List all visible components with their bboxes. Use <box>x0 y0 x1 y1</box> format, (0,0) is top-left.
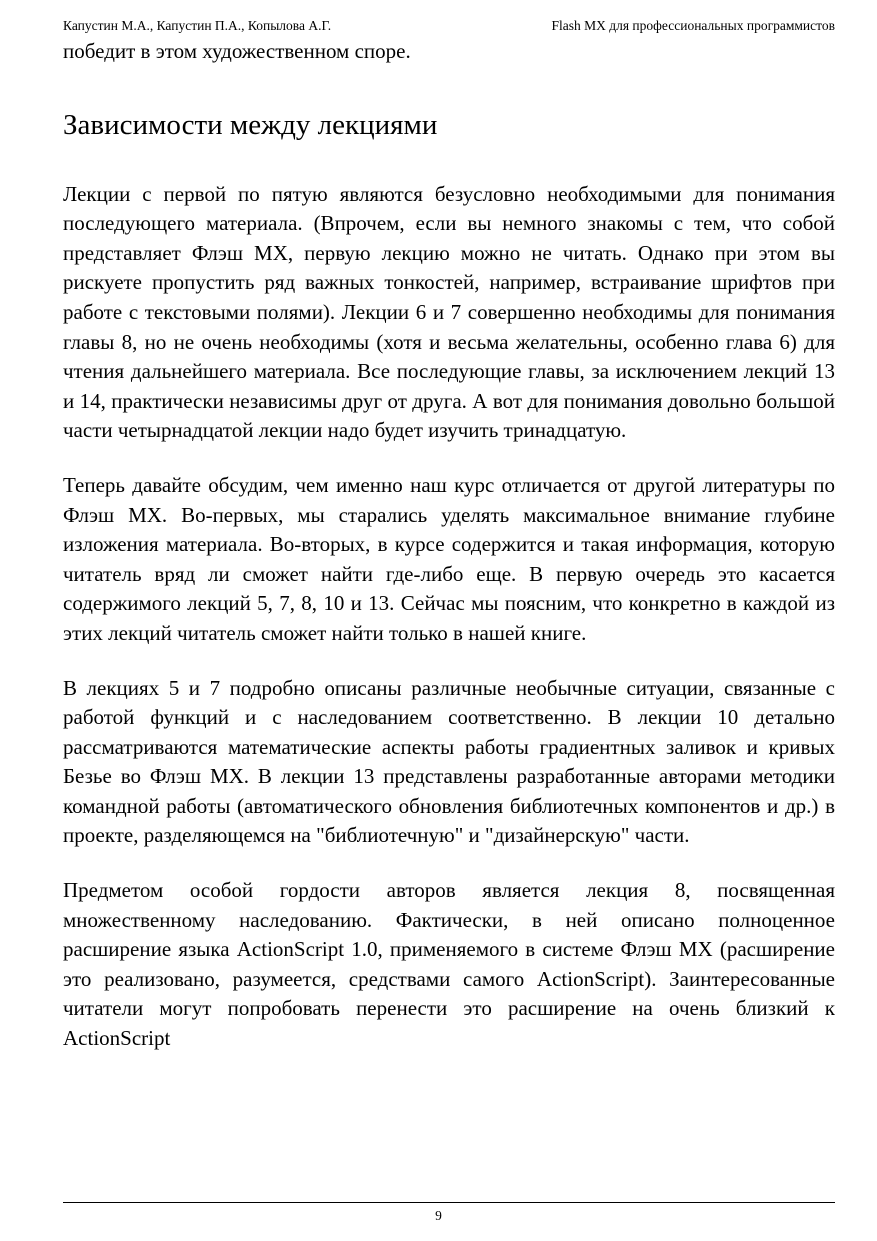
paragraph-lectures-details: В лекциях 5 и 7 подробно описаны различные необычные ситуации, связанные с работой функций и с наследованием соответственно. В лекции 10 детально рассматриваются математические аспекты работы градиентных заливок и кривых Безье во Флэш MX. В лекции 13 представлены разработанные авторами методики командной работы (автоматического обновления библиотечных компонентов и др.) в проекте, разделяющемся на "библиотечную" и "дизайнерскую" части. <box>63 675 835 848</box>
paragraph-dependencies: Лекции с первой по пятую являются безусловно необходимыми для понимания последующего материала. (Впрочем, если вы немного знакомы с тем, что собой представляет Флэш MX, первую лекцию можно не читать. Однако при этом вы рискуете пропустить ряд важных тонкостей, например, встраивание шрифтов при работе с текстовыми полями). Лекции 6 и 7 совершенно необходимы для понимания главы 8, но не очень необходимы (хотя и весьма желательны, особенно глава 6) для чтения дальнейшего материала. Все последующие главы, за исключением лекций 13 и 14, практически независимы друг от друга. А вот для понимания довольно большой части четырнадцатой лекции надо будет изучить тринадцатую. <box>63 181 835 443</box>
footer-divider <box>63 1202 835 1203</box>
page-content <box>63 37 835 1054</box>
section-heading: Зависимости между лекциями <box>63 108 438 141</box>
header-book-title: Flash MX для профессиональных программистов <box>551 18 835 33</box>
page-number: 9 <box>435 1208 442 1223</box>
lead-paragraph: победит в этом художественном споре. <box>63 39 411 63</box>
header-authors: Капустин М.А., Капустин П.А., Копылова А.Г. <box>63 18 332 33</box>
paragraph-course-differences: Теперь давайте обсудим, чем именно наш курс отличается от другой литературы по Флэш MX. Во-первых, мы старались уделять максимальное внимание глубине изложения материала. Во-вторых, в курсе содержится и такая информация, которую читатель вряд ли сможет найти где-либо еще. В первую очередь это касается содержимого лекций 5, 7, 8, 10 и 13. Сейчас мы поясним, что конкретно в каждой из этих лекций читатель сможет найти только в нашей книге. <box>63 472 835 645</box>
paragraph-multiple-inheritance: Предметом особой гордости авторов является лекция 8, посвященная множественному наследованию. Фактически, в ней описано полноценное расширение языка ActionScript 1.0, применяемого в системе Флэш MX (расширение это реализовано, разумеется, средствами самого ActionScript). Заинтересованные читатели могут попробовать перенести это расширение на очень близкий к ActionScript <box>63 878 835 1051</box>
